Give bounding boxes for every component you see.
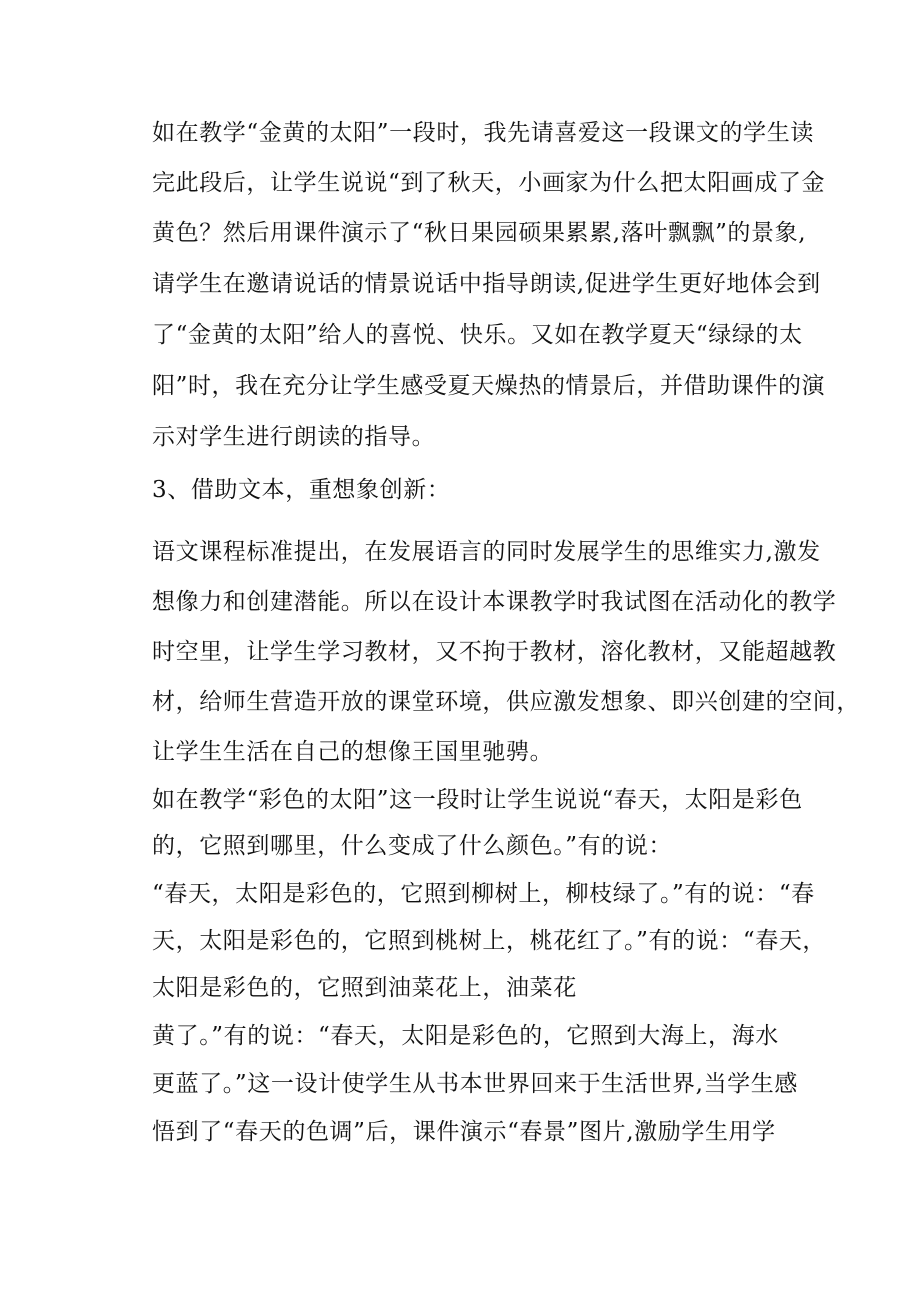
text-line-3: 黄色？然后用课件演示了“秋日果园硕果累累,落叶飘飘”的景象, [152,220,807,246]
text-line-14: 如在教学“彩色的太阳”这一段时让学生说说“春天，太阳是彩色 [152,787,803,813]
text-line-11: 时空里，让学生学习教材，又不拘于教材，溶化教材，又能超越教 [152,639,837,665]
text-line-7: 示对学生进行朗读的指导。 [152,424,436,450]
text-line-19: 黄了。”有的说：“春天，太阳是彩色的，它照到大海上，海水 [152,1023,779,1049]
text-line-18: 太阳是彩色的，它照到油菜花上，油菜花 [152,975,577,1001]
text-line-1: 如在教学“金黄的太阳”一段时，我先请喜爱这一段课文的学生读 [152,120,814,146]
text-line-12: 材，给师生营造开放的课堂环境，供应激发想象、即兴创建的空间， [152,689,860,715]
text-line-16: “春天，太阳是彩色的，它照到柳树上，柳枝绿了。”有的说：“春 [152,881,815,907]
text-line-21: 悟到了“春天的色调”后，课件演示“春景”图片,激励学生用学 [152,1119,776,1145]
text-line-2: 完此段后，让学生说说“到了秋天，小画家为什么把太阳画成了金 [152,170,826,196]
text-line-15: 的，它照到哪里，什么变成了什么颜色。”有的说： [152,833,673,859]
text-line-20: 更蓝了。”这一设计使学生从书本世界回来于生活世界,当学生感 [152,1071,798,1097]
text-line-17: 天，太阳是彩色的，它照到桃树上，桃花红了。”有的说：“春天， [152,928,827,954]
text-line-10: 想像力和创建潜能。所以在设计本课教学时我试图在活动化的教学 [152,589,837,615]
text-line-9: 语文课程标准提出，在发展语言的同时发展学生的思维实力,激发 [152,539,821,565]
section-heading: 3、借助文本，重想象创新： [152,477,451,503]
text-line-6: 阳”时，我在充分让学生感受夏天燥热的情景后，并借助课件的演 [152,373,826,399]
text-line-13: 让学生生活在自己的想像王国里驰骋。 [152,739,554,765]
text-line-4: 请学生在邀请说话的情景说话中指导朗读,促进学生更好地体会到 [152,271,821,297]
text-line-5: 了“金黄的太阳”给人的喜悦、快乐。又如在教学夏天“绿绿的太 [152,322,803,348]
